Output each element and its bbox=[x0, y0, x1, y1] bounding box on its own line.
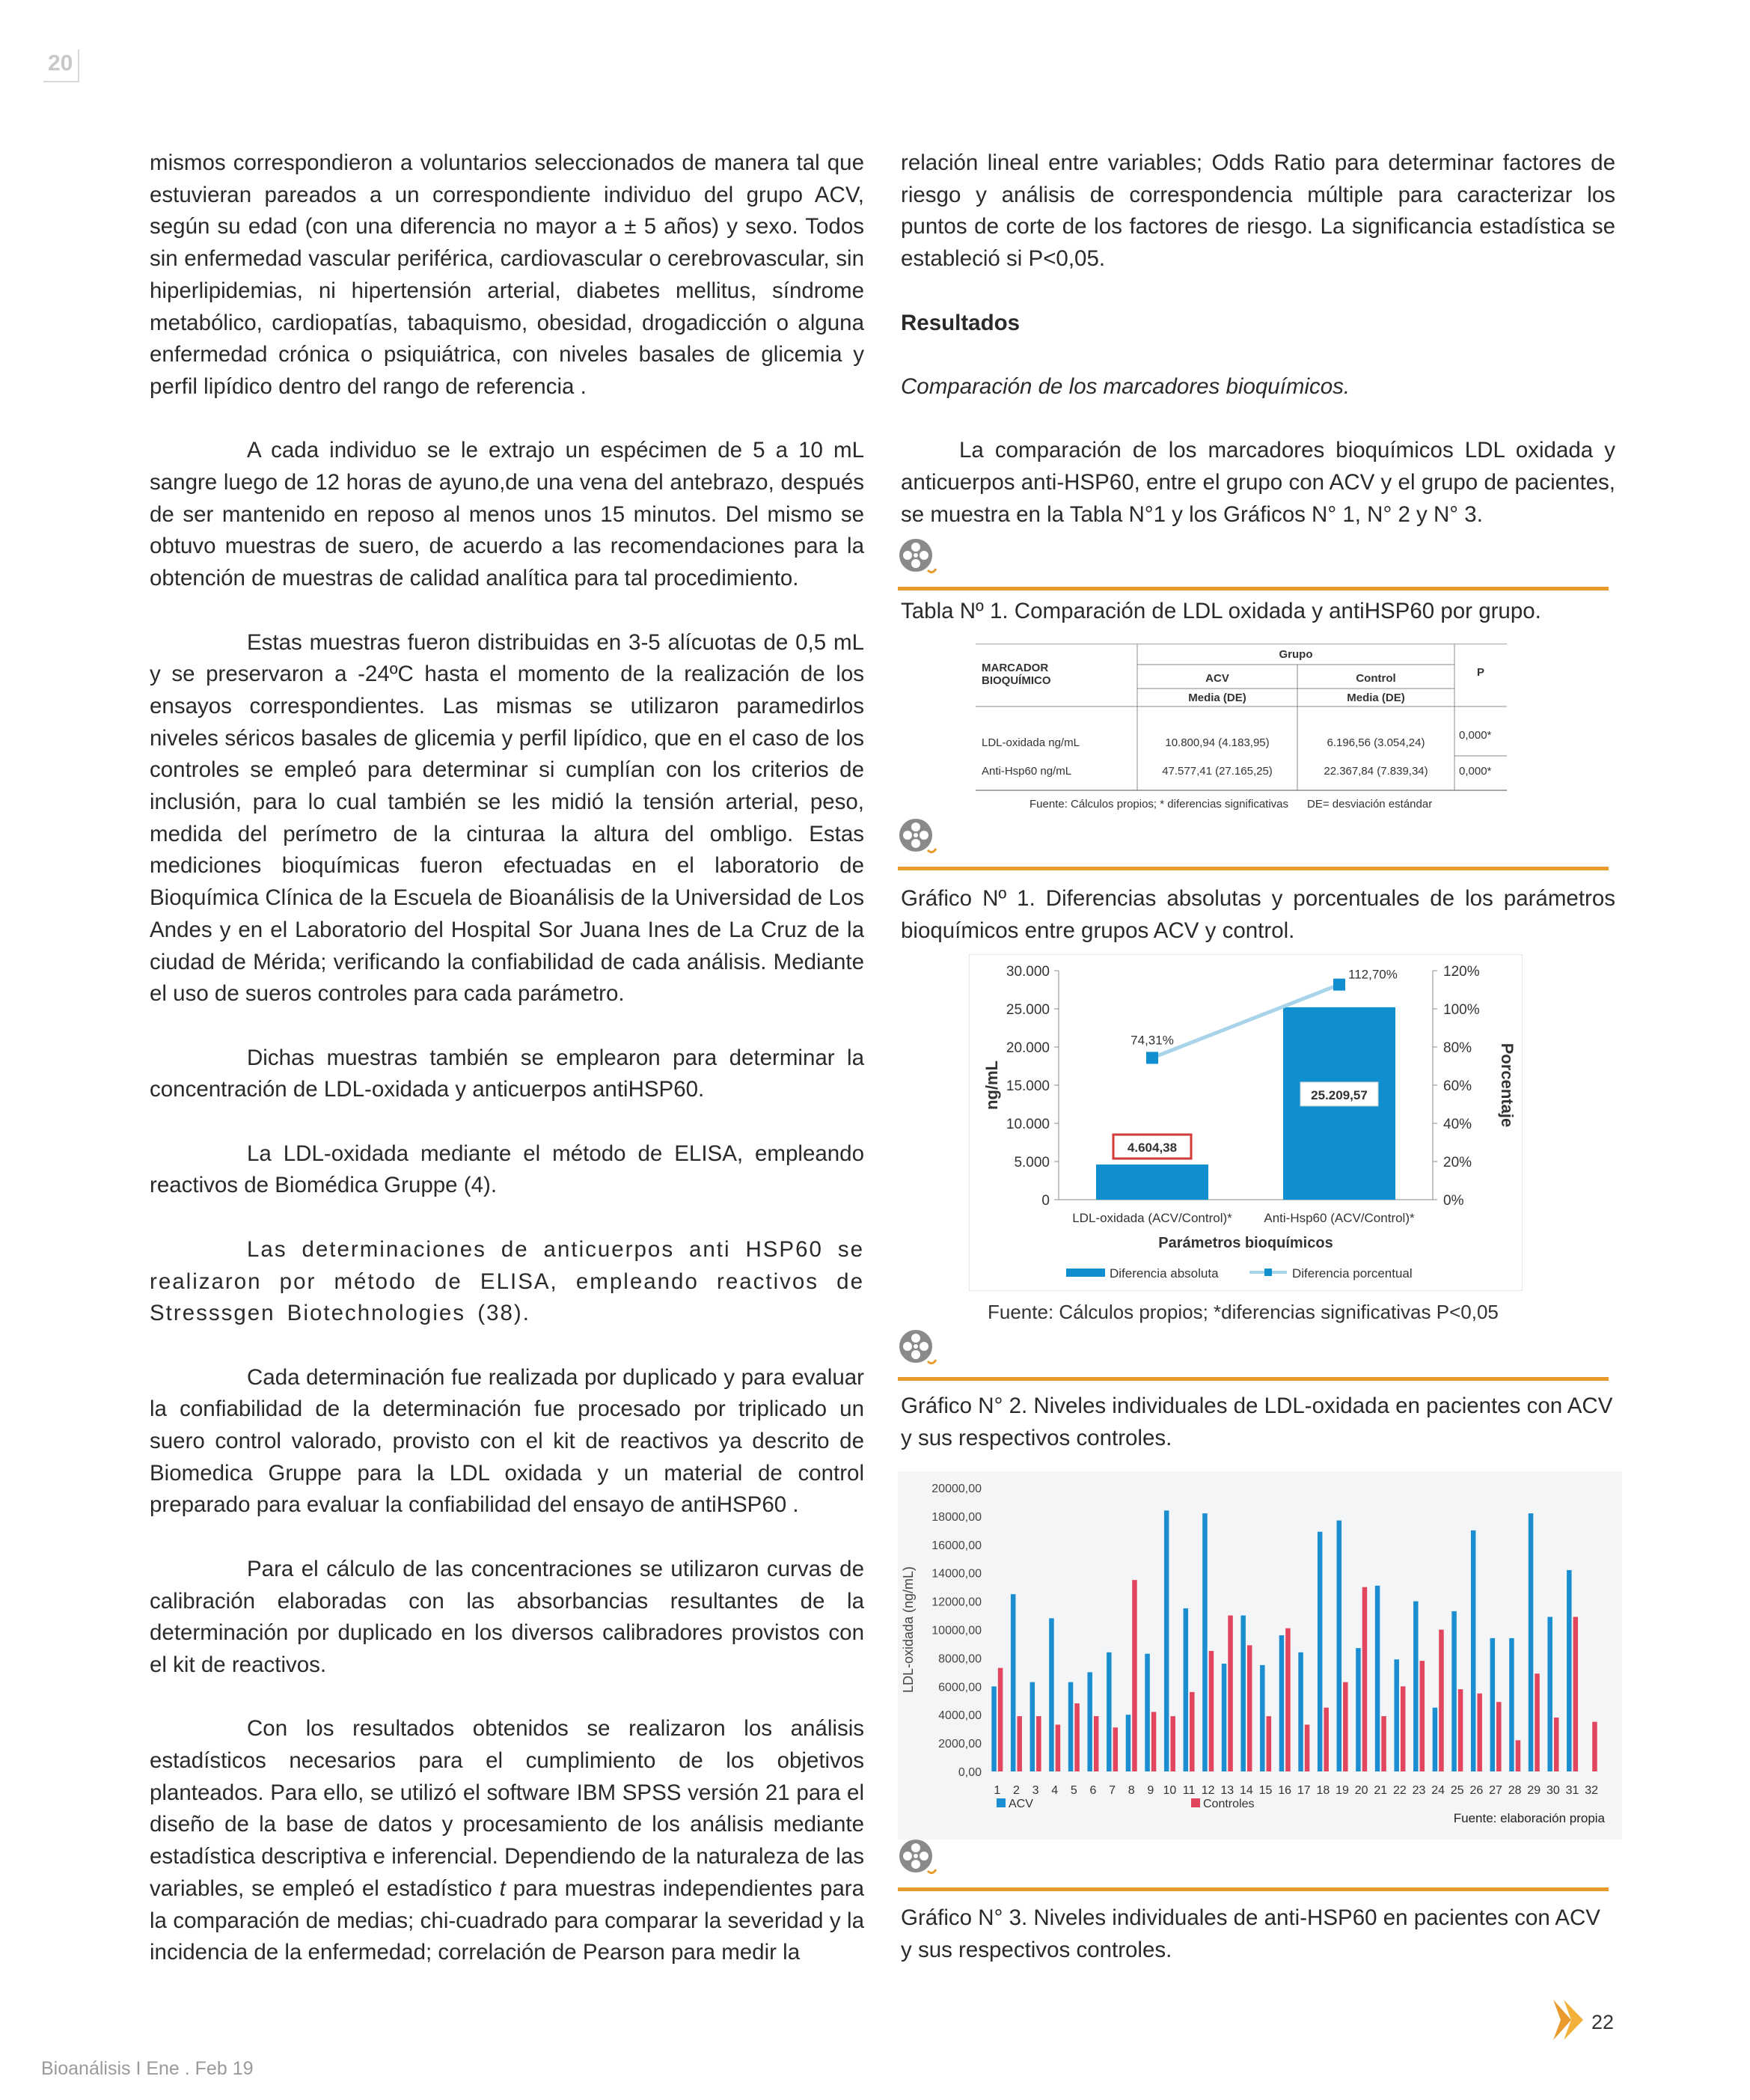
graph2-x-tick-label: 31 bbox=[1565, 1784, 1579, 1797]
graph2-bar-acv bbox=[1394, 1659, 1399, 1771]
graph1-legend-swatch-bar bbox=[1066, 1269, 1105, 1277]
table-header-marker: MARCADOR BIOQUÍMICO bbox=[982, 662, 1051, 687]
graph2-x-tick-label: 6 bbox=[1089, 1784, 1097, 1797]
graph2-bar-acv bbox=[1413, 1602, 1419, 1771]
section-rule bbox=[898, 867, 1609, 870]
footer-page-number: 22 bbox=[1591, 2011, 1615, 2033]
results-subheading: Comparación de los marcadores bioquímicos. bbox=[901, 373, 1350, 399]
graph2-x-tick-label: 32 bbox=[1585, 1784, 1599, 1797]
graph1-bar bbox=[1096, 1165, 1208, 1200]
graph2-bar-control bbox=[1458, 1689, 1463, 1771]
graph2-bar-acv bbox=[1433, 1708, 1438, 1771]
graph2-x-tick-label: 1 bbox=[994, 1784, 1001, 1797]
graph2-bar-acv bbox=[1049, 1618, 1054, 1771]
graph2-x-tick-label: 25 bbox=[1450, 1784, 1464, 1797]
graph2-x-tick-label: 12 bbox=[1201, 1784, 1215, 1797]
table-row-2-name: Anti-Hsp60 ng/mL bbox=[982, 765, 1072, 778]
graph2-bar-acv bbox=[1509, 1638, 1514, 1771]
section-rule bbox=[898, 587, 1609, 590]
graph2-bar-acv bbox=[1356, 1648, 1361, 1771]
graph2-bar-control bbox=[1305, 1724, 1310, 1771]
graph2-bar-control bbox=[1285, 1629, 1291, 1771]
graph2-x-tick-label: 7 bbox=[1109, 1784, 1116, 1797]
y-tick-label: 5.000 bbox=[1014, 1155, 1050, 1170]
y-tick-label: 20.000 bbox=[1006, 1040, 1050, 1056]
paragraph-linear-relation: relación lineal entre variables; Odds Ratio para determinar factores de riesgo y análisis de correspondencia múltiple para caracterizar los puntos de corte de los factores de riesgo. La significancia estadística se estableció si P<0,05. bbox=[901, 150, 1615, 272]
top-page-number: 20 bbox=[43, 49, 79, 82]
graph2-bar-acv bbox=[1547, 1617, 1552, 1771]
graph2-bar-acv bbox=[1567, 1570, 1572, 1771]
graph2-y-tick-label: 12000,00 bbox=[931, 1596, 982, 1609]
graph2-bar-acv bbox=[991, 1686, 997, 1771]
y2-tick-label: 20% bbox=[1443, 1155, 1472, 1170]
graph2-y-tick-label: 18000,00 bbox=[931, 1510, 982, 1524]
graph2-x-tick-label: 19 bbox=[1336, 1784, 1349, 1797]
graph2-bar-control bbox=[1228, 1616, 1233, 1771]
graph2-x-tick-label: 27 bbox=[1489, 1784, 1502, 1797]
graph2-bar-acv bbox=[1471, 1530, 1476, 1771]
table-1 bbox=[976, 644, 1507, 819]
graph2-x-tick-label: 13 bbox=[1220, 1784, 1235, 1797]
y-tick-label: 0 bbox=[1041, 1193, 1050, 1209]
graph2-y-tick-label: 2000,00 bbox=[938, 1738, 982, 1751]
graph2-y-tick-label: 8000,00 bbox=[938, 1652, 982, 1666]
paragraph-aliquots: Estas muestras fueron distribuidas en 3-5 alícuotas de 0,5 mL y se preservaron a -24ºC hasta el momento de la realización de los ensayos correspondientes. Las mismas se utilizaron paramedirlos niveles séricos basales de glicemia y perfil lipídico, que en el caso de los controles se empleó para determinar si cumplían con los criterios de inclusión, para lo cual también se les midió la tensión arterial, peso, medida del perímetro de la cinturaa la altura del ombligo. Estas mediciones bioquímicas fueron efectuadas en el laboratorio de Bioquímica Clínica de la Escuela de Bioanálisis de la Universidad de Los Andes y en el Laboratorio del Hospital Sor Juana Ines de La Cruz de la ciudad de Mérida; verificando la confiabilidad de cada análisis. Mediante el uso de sueros controles para cada parámetro. bbox=[150, 629, 864, 1007]
table-row-2-p: 0,000* bbox=[1459, 765, 1492, 778]
table-row-2-acv: 47.577,41 (27.165,25) bbox=[1162, 765, 1273, 778]
graph2-y-tick-label: 20000,00 bbox=[931, 1483, 982, 1495]
graph1-source: Fuente: Cálculos propios; *diferencias significativas P<0,05 bbox=[988, 1301, 1499, 1323]
results-heading: Resultados bbox=[901, 310, 1021, 335]
paragraph-participants: mismos correspondieron a voluntarios seleccionados de manera tal que estuvieran pareados a un correspondiente individuo del grupo ACV, según su edad (con una diferencia no mayor a ± 5 años) y sexo. Todos sin enfermedad vascular periférica, cardiovascular o cerebrovascular, sin hiperlipidemias, ni hipertensión arterial, diabetes mellitus, síndrome metabólico, cardiopatías, tabaquismo, obesidad, drogadicción o alguna enfermedad crónica o psiquiátrica, con niveles basales de glicemia y perfil lipídico dentro del rango de referencia . bbox=[150, 150, 864, 399]
graph2-x-tick-label: 26 bbox=[1469, 1784, 1484, 1797]
graph2-bar-acv bbox=[1451, 1611, 1457, 1771]
graph2-bar-acv bbox=[1529, 1513, 1534, 1771]
graph1-category-label: LDL-oxidada (ACV/Control)* bbox=[1072, 1211, 1232, 1225]
graph1-percent-label: 74,31% bbox=[1131, 1033, 1174, 1048]
y-tick-label: 25.000 bbox=[1006, 1002, 1050, 1018]
graph2-bar-acv bbox=[1279, 1635, 1285, 1771]
y2-tick-label: 40% bbox=[1443, 1117, 1472, 1132]
graph2-x-tick-label: 3 bbox=[1032, 1784, 1039, 1797]
graph1-x-label: Parámetros bioquímicos bbox=[1158, 1235, 1333, 1251]
table-row-1-p: 0,000* bbox=[1459, 729, 1492, 742]
graph1-bar-label: 4.604,38 bbox=[1127, 1141, 1178, 1156]
next-arrow-icon bbox=[1553, 2000, 1589, 2040]
section-rule bbox=[898, 1887, 1609, 1891]
graph2-bar-control bbox=[1516, 1740, 1521, 1771]
film-reel-icon bbox=[898, 1328, 937, 1367]
graph1-caption: Gráfico Nº 1. Diferencias absolutas y porcentuales de los parámetros bioquímicos entre grupos ACV y control. bbox=[901, 886, 1615, 943]
graph2-bar-acv bbox=[1068, 1682, 1074, 1771]
graph2-bar-acv bbox=[1107, 1652, 1112, 1771]
graph1-legend-swatch-point bbox=[1264, 1269, 1272, 1276]
y2-tick-label: 100% bbox=[1443, 1002, 1480, 1018]
graph2-bar-acv bbox=[1260, 1665, 1265, 1771]
graph2-y-tick-label: 14000,00 bbox=[931, 1567, 982, 1581]
graph2-x-tick-label: 10 bbox=[1163, 1784, 1177, 1797]
graph2-x-tick-label: 28 bbox=[1508, 1784, 1522, 1797]
graph2-bar-control bbox=[1017, 1716, 1022, 1771]
graph1-category-label: Anti-Hsp60 (ACV/Control)* bbox=[1264, 1211, 1415, 1225]
y2-tick-label: 120% bbox=[1443, 964, 1480, 980]
graph2-bar-acv bbox=[1298, 1652, 1303, 1771]
graph2-bar-control bbox=[1420, 1661, 1425, 1771]
graph2-bar-control bbox=[1132, 1580, 1137, 1771]
graph2-bar-control bbox=[1401, 1686, 1406, 1771]
paragraph-sample-collection: A cada individuo se le extrajo un espécimen de 5 a 10 mL sangre luego de 12 horas de ayuno,de una vena del antebrazo, después de ser mantenido en reposo al menos unos 15 minutos. Del mismo se obtuvo muestras de suero, de acuerdo a las recomendaciones para la obtención de muestras de calidad analítica para tal procedimiento. bbox=[150, 438, 864, 591]
graph2-bar-control bbox=[998, 1668, 1003, 1771]
graph2-source: Fuente: elaboración propia bbox=[1453, 1811, 1605, 1825]
graph2-y-label: LDL-oxidada (ng/mL) bbox=[901, 1566, 916, 1694]
graph2-x-tick-label: 18 bbox=[1316, 1784, 1330, 1797]
graph2-bar-control bbox=[1573, 1617, 1579, 1771]
graph2-x-tick-label: 4 bbox=[1051, 1784, 1059, 1797]
footer-journal: Bioanálisis I Ene . Feb 19 bbox=[41, 2058, 254, 2079]
graph2-bar-acv bbox=[1030, 1682, 1035, 1771]
graph2-bar-acv bbox=[1087, 1672, 1092, 1771]
graph2-x-tick-label: 8 bbox=[1128, 1784, 1135, 1797]
graph2-bar-acv bbox=[1318, 1532, 1323, 1771]
graph2-x-tick-label: 14 bbox=[1240, 1784, 1253, 1797]
graph2-x-tick-label: 17 bbox=[1297, 1784, 1311, 1797]
graph2-bar-acv bbox=[1222, 1664, 1227, 1771]
graph2-bar-control bbox=[1439, 1630, 1444, 1772]
table-row-1-name: LDL-oxidada ng/mL bbox=[982, 736, 1080, 749]
graph2-bar-control bbox=[1381, 1716, 1386, 1771]
table-header-acv: ACV bbox=[1205, 672, 1229, 685]
graph2-bar-control bbox=[1170, 1716, 1175, 1771]
graph2-legend-label: ACV bbox=[1009, 1798, 1033, 1810]
statistics-text-b: para muestras independientes para la comparación de medias; chi-cuadrado para comparar la severidad y la incidencia de la enfermedad; correlación de Pearson para medir la bbox=[150, 1875, 864, 1965]
graph2-x-tick-label: 23 bbox=[1412, 1784, 1426, 1797]
graph2-bar-acv bbox=[1337, 1521, 1342, 1771]
graph2-y-tick-label: 0,00 bbox=[958, 1766, 982, 1779]
graph1-y2-label: Porcentaje bbox=[1498, 1043, 1517, 1128]
y2-tick-label: 0% bbox=[1443, 1193, 1464, 1209]
paragraph-elisa-ldl: La LDL-oxidada mediante el método de ELISA, empleando reactivos de Biomédica Gruppe (4). bbox=[150, 1141, 864, 1198]
graph2-y-tick-label: 4000,00 bbox=[938, 1709, 982, 1723]
graph3-caption: Gráfico N° 3. Niveles individuales de anti-HSP60 en pacientes con ACV y sus respectivos controles. bbox=[901, 1905, 1600, 1962]
graph1-percent-point bbox=[1146, 1052, 1158, 1064]
graph2-x-tick-label: 16 bbox=[1278, 1784, 1292, 1797]
graph2-bar-acv bbox=[1490, 1638, 1496, 1771]
graph2-bar-control bbox=[1343, 1682, 1348, 1771]
graph2-bar-control bbox=[1362, 1587, 1368, 1771]
graph2-legend-label: Controles bbox=[1203, 1798, 1255, 1810]
graph2-chart bbox=[898, 1471, 1622, 1840]
statistics-text-a: Con los resultados obtenidos se realizaron los análisis estadísticos necesarios para el cumplimiento de los objetivos planteados. Para ello, se utilizó el software IBM SPSS versión 21 para el diseño de la base de datos y procesamiento de los análisis mediante estadística descriptiva e inferencial. Dependiendo de la naturaleza de las variables, se empleó el estadístico bbox=[150, 1716, 864, 1901]
paragraph-elisa-hsp60: Las determinaciones de anticuerpos anti HSP60 se realizaron por método de ELISA, empleando reactivos de Stresssgen Biotechnologies (38). bbox=[150, 1236, 864, 1326]
film-reel-icon bbox=[898, 1838, 937, 1877]
graph2-bar-control bbox=[1267, 1716, 1272, 1771]
graph1-bar-label: 25.209,57 bbox=[1311, 1087, 1368, 1102]
graph2-bar-control bbox=[1554, 1718, 1559, 1771]
graph2-bar-acv bbox=[1240, 1616, 1246, 1771]
graph2-y-tick-label: 16000,00 bbox=[931, 1539, 982, 1552]
graph2-bar-acv bbox=[1375, 1586, 1380, 1771]
y-tick-label: 10.000 bbox=[1006, 1117, 1050, 1132]
statistics-t: t bbox=[499, 1875, 506, 1901]
graph2-x-tick-label: 30 bbox=[1546, 1784, 1560, 1797]
graph2-x-tick-label: 22 bbox=[1393, 1784, 1407, 1797]
graph1-percent-point bbox=[1333, 979, 1345, 991]
paragraph-comparison: La comparación de los marcadores bioquímicos LDL oxidada y anticuerpos anti-HSP60, entre el grupo con ACV y el grupo de pacientes, se muestra en la Tabla N°1 y los Gráficos N° 1, N° 2 y N° 3. bbox=[901, 438, 1615, 527]
graph2-y-tick-label: 10000,00 bbox=[931, 1624, 982, 1637]
table-row-1-acv: 10.800,94 (4.183,95) bbox=[1165, 736, 1270, 749]
graph2-bar-acv bbox=[1011, 1594, 1016, 1771]
table-subheader-control: Media (DE) bbox=[1347, 692, 1405, 704]
graph1-legend-label: Diferencia porcentual bbox=[1292, 1266, 1413, 1281]
graph1-y-label: ng/mL bbox=[982, 1060, 1001, 1110]
y2-tick-label: 80% bbox=[1443, 1040, 1472, 1056]
paragraph-ldl-hsp60: Dichas muestras también se emplearon para determinar la concentración de LDL-oxidada y anticuerpos antiHSP60. bbox=[150, 1045, 864, 1102]
graph2-caption: Gráfico N° 2. Niveles individuales de LDL-oxidada en pacientes con ACV y sus respectivos controles. bbox=[901, 1394, 1613, 1450]
y-tick-label: 30.000 bbox=[1006, 964, 1050, 980]
graph2-bar-control bbox=[1094, 1716, 1099, 1771]
graph2-bar-control bbox=[1324, 1708, 1329, 1771]
graph2-x-tick-label: 15 bbox=[1258, 1784, 1273, 1797]
graph2-bar-acv bbox=[1184, 1608, 1189, 1771]
graph2-bar-control bbox=[1190, 1692, 1195, 1771]
graph2-bar-control bbox=[1477, 1694, 1482, 1771]
graph2-x-tick-label: 9 bbox=[1147, 1784, 1154, 1797]
paragraph-statistics bbox=[150, 1713, 864, 1969]
graph2-y-tick-label: 6000,00 bbox=[938, 1681, 982, 1694]
table-caption: Tabla Nº 1. Comparación de LDL oxidada y antiHSP60 por grupo. bbox=[901, 599, 1541, 623]
graph2-x-tick-label: 21 bbox=[1374, 1784, 1388, 1797]
graph2-bar-control bbox=[1036, 1716, 1041, 1771]
graph2-bar-acv bbox=[1126, 1715, 1131, 1771]
graph2-bar-control bbox=[1209, 1651, 1214, 1771]
graph2-bar-control bbox=[1496, 1702, 1502, 1771]
graph1-chart bbox=[969, 954, 1523, 1291]
graph2-bar-control bbox=[1535, 1673, 1540, 1771]
graph2-legend-swatch-control bbox=[1191, 1798, 1200, 1807]
graph2-x-tick-label: 24 bbox=[1431, 1784, 1445, 1797]
graph2-bar-control bbox=[1247, 1645, 1252, 1771]
graph2-x-tick-label: 20 bbox=[1354, 1784, 1368, 1797]
table-header-control: Control bbox=[1356, 672, 1396, 685]
table-subheader-acv: Media (DE) bbox=[1188, 692, 1246, 704]
graph2-bar-control bbox=[1056, 1724, 1061, 1771]
left-column bbox=[150, 147, 864, 2001]
graph2-legend-swatch-acv bbox=[997, 1798, 1006, 1807]
graph2-bar-control bbox=[1074, 1703, 1080, 1771]
paragraph-calibration: Para el cálculo de las concentraciones se utilizaron curvas de calibración elaboradas con las absorbancias resultantes de la determinación por duplicado en los diversos calibradores provistos con el kit de reactivos. bbox=[150, 1556, 864, 1677]
graph2-x-tick-label: 11 bbox=[1182, 1784, 1196, 1797]
graph2-bar-acv bbox=[1145, 1654, 1150, 1771]
graph1-legend-label: Diferencia absoluta bbox=[1110, 1266, 1219, 1281]
graph2-bar-acv bbox=[1202, 1513, 1208, 1771]
y-tick-label: 15.000 bbox=[1006, 1078, 1050, 1094]
graph2-bar-control bbox=[1592, 1722, 1597, 1771]
graph2-x-tick-label: 29 bbox=[1527, 1784, 1541, 1797]
table-row-2-control: 22.367,84 (7.839,34) bbox=[1324, 765, 1428, 778]
section-rule bbox=[898, 1377, 1609, 1381]
graph2-bar-control bbox=[1113, 1727, 1119, 1771]
table-row-1-control: 6.196,56 (3.054,24) bbox=[1327, 736, 1425, 749]
graph1-percent-label: 112,70% bbox=[1348, 967, 1398, 982]
graph2-x-tick-label: 2 bbox=[1012, 1784, 1020, 1797]
y2-tick-label: 60% bbox=[1443, 1078, 1472, 1094]
graph2-bar-control bbox=[1151, 1712, 1157, 1771]
table-header-group: Grupo bbox=[1279, 648, 1313, 661]
table-header-p: P bbox=[1476, 666, 1484, 679]
film-reel-icon bbox=[898, 817, 937, 856]
right-column bbox=[901, 147, 1615, 531]
graph2-x-tick-label: 5 bbox=[1070, 1784, 1077, 1797]
table-source: Fuente: Cálculos propios; * diferencias significativas DE= desviación estándar bbox=[1029, 798, 1433, 811]
graph2-bar-acv bbox=[1164, 1510, 1169, 1771]
paragraph-duplicate: Cada determinación fue realizada por duplicado y para evaluar la confiabilidad de la determinación fue procesado por triplicado un suero control valorado, provisto con el kit de reactivos ya descrito de Biomedica Gruppe para la LDL oxidada y un material de control preparado para evaluar la confiabilidad del ensayo de antiHSP60 . bbox=[150, 1364, 864, 1518]
film-reel-icon bbox=[898, 537, 937, 576]
